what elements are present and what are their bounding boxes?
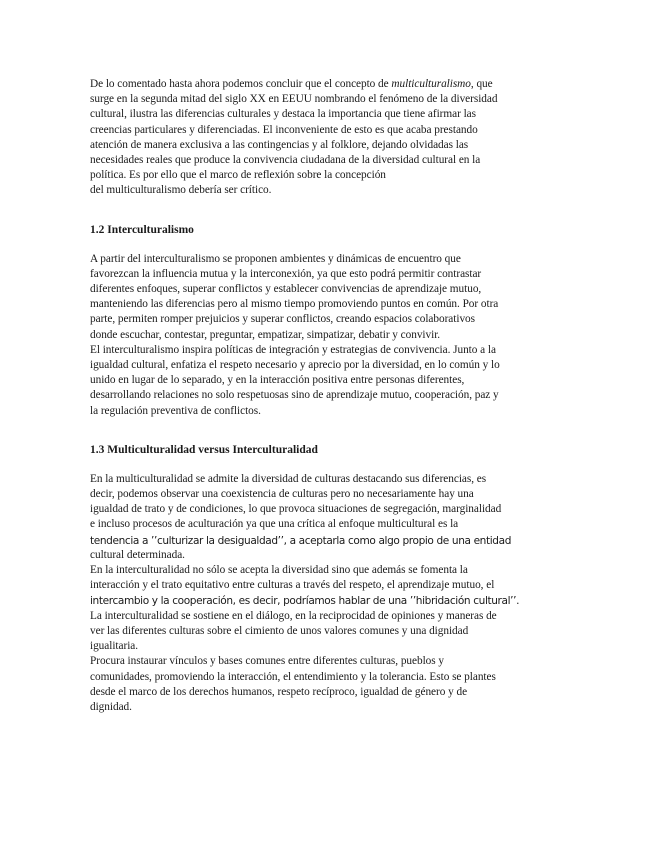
text-line: interacción y el trato equitativo entre culturas a través del respeto, el aprendizaje mutuo, el: [90, 579, 495, 592]
text-line: [90, 77, 570, 92]
section-3-paragraph: [90, 472, 570, 715]
italic-term: multiculturalismo: [391, 78, 471, 90]
text-line: En la multiculturalidad se admite la diversidad de culturas destacando sus diferencias, es: [90, 472, 487, 485]
text-line: igualitaria.: [90, 640, 139, 653]
text-line: favorezcan la influencia mutua y la interconexión, ya que esto podrá permitir contrastar: [90, 267, 482, 280]
text-line: intercambio y la cooperación, es decir, podríamos hablar de una ’’hibridación cultural’’.: [90, 594, 520, 608]
text-line: igualdad cultural, enfatiza el respeto necesario y aprecio por la diversidad, en lo común y lo: [90, 359, 500, 372]
text-line: diferentes enfoques, superar conflictos y establecer convivencias de aprendizaje mutuo,: [90, 283, 482, 296]
text-line: tendencia a ’’culturizar la desigualdad’’, a aceptarla como algo propio de una entidad: [90, 533, 512, 547]
section-heading-interculturalismo: 1.2 Interculturalismo: [90, 223, 194, 236]
text-line: del multiculturalismo debería ser crítico.: [90, 184, 272, 197]
text-span: , que: [470, 78, 493, 90]
text-line: parte, permiten romper prejuicios y superar conflictos, creando espacios colaborativos: [90, 313, 475, 326]
text-line: Procura instaurar vínculos y bases comunes entre diferentes culturas, pueblos y: [90, 655, 444, 668]
text-line: desarrollando relaciones no solo respetuosas sino de aprendizaje mutuo, cooperación, paz y: [90, 389, 499, 402]
text-line: manteniendo las diferencias pero al mismo tiempo promoviendo puntos en común. Por otra: [90, 298, 499, 311]
text-line: desde el marco de los derechos humanos, respeto recíproco, igualdad de género y de: [90, 685, 468, 698]
text-line: donde escuchar, contestar, preguntar, empatizar, simpatizar, debatir y convivir.: [90, 328, 441, 341]
text-span: De lo comentado hasta ahora podemos concluir que el concepto de: [90, 78, 392, 90]
text-line: decir, podemos observar una coexistencia de culturas pero no necesariamente hay una: [90, 488, 474, 501]
section-heading-multiculturalidad-versus-interculturalidad: 1.3 Multiculturalidad versus Interculturalidad: [90, 443, 318, 456]
text-line: política. Es por ello que el marco de reflexión sobre la concepción: [90, 169, 386, 182]
text-line: necesidades reales que produce la convivencia ciudadana de la diversidad cultural en la: [90, 154, 481, 167]
text-line: atención de manera exclusiva a las contingencias y al folklore, dejando olvidadas las: [90, 138, 469, 151]
text-line: dignidad.: [90, 700, 132, 713]
text-line: La interculturalidad se sostiene en el diálogo, en la reciprocidad de opiniones y maneras de: [90, 609, 497, 622]
text-line: comunidades, promoviendo la interacción, el entendimiento y la tolerancia. Esto se plantes: [90, 670, 496, 683]
text-line: e incluso procesos de aculturación ya que una crítica al enfoque multicultural es la: [90, 518, 459, 531]
section-2-paragraph: [90, 252, 570, 419]
text-line: surge en la segunda mitad del siglo XX en EEUU nombrando el fenómeno de la diversidad: [90, 93, 498, 106]
text-line: cultural determinada.: [90, 548, 185, 561]
text-line: unido en lugar de lo separado, y en la interacción positiva entre personas diferentes,: [90, 374, 465, 387]
text-line: ver las diferentes culturas sobre el cimiento de unos valores comunes y una dignidad: [90, 624, 469, 637]
text-line: cultural, ilustra las diferencias culturales y destaca la importancia que tiene afirmar las: [90, 108, 476, 121]
text-line: El interculturalismo inspira políticas de integración y estrategias de convivencia. Junto a la: [90, 343, 496, 356]
intro-paragraph: [90, 77, 570, 199]
text-line: la regulación preventiva de conflictos.: [90, 404, 261, 417]
document-page: [90, 77, 570, 715]
text-line: En la interculturalidad no sólo se acepta la diversidad sino que además se fomenta la: [90, 564, 468, 577]
text-line: igualdad de trato y de condiciones, lo que provoca situaciones de segregación, marginalidad: [90, 503, 502, 516]
text-line: A partir del interculturalismo se proponen ambientes y dinámicas de encuentro que: [90, 252, 461, 265]
text-line: creencias particulares y diferenciadas. El inconveniente de esto es que acaba prestando: [90, 123, 478, 136]
